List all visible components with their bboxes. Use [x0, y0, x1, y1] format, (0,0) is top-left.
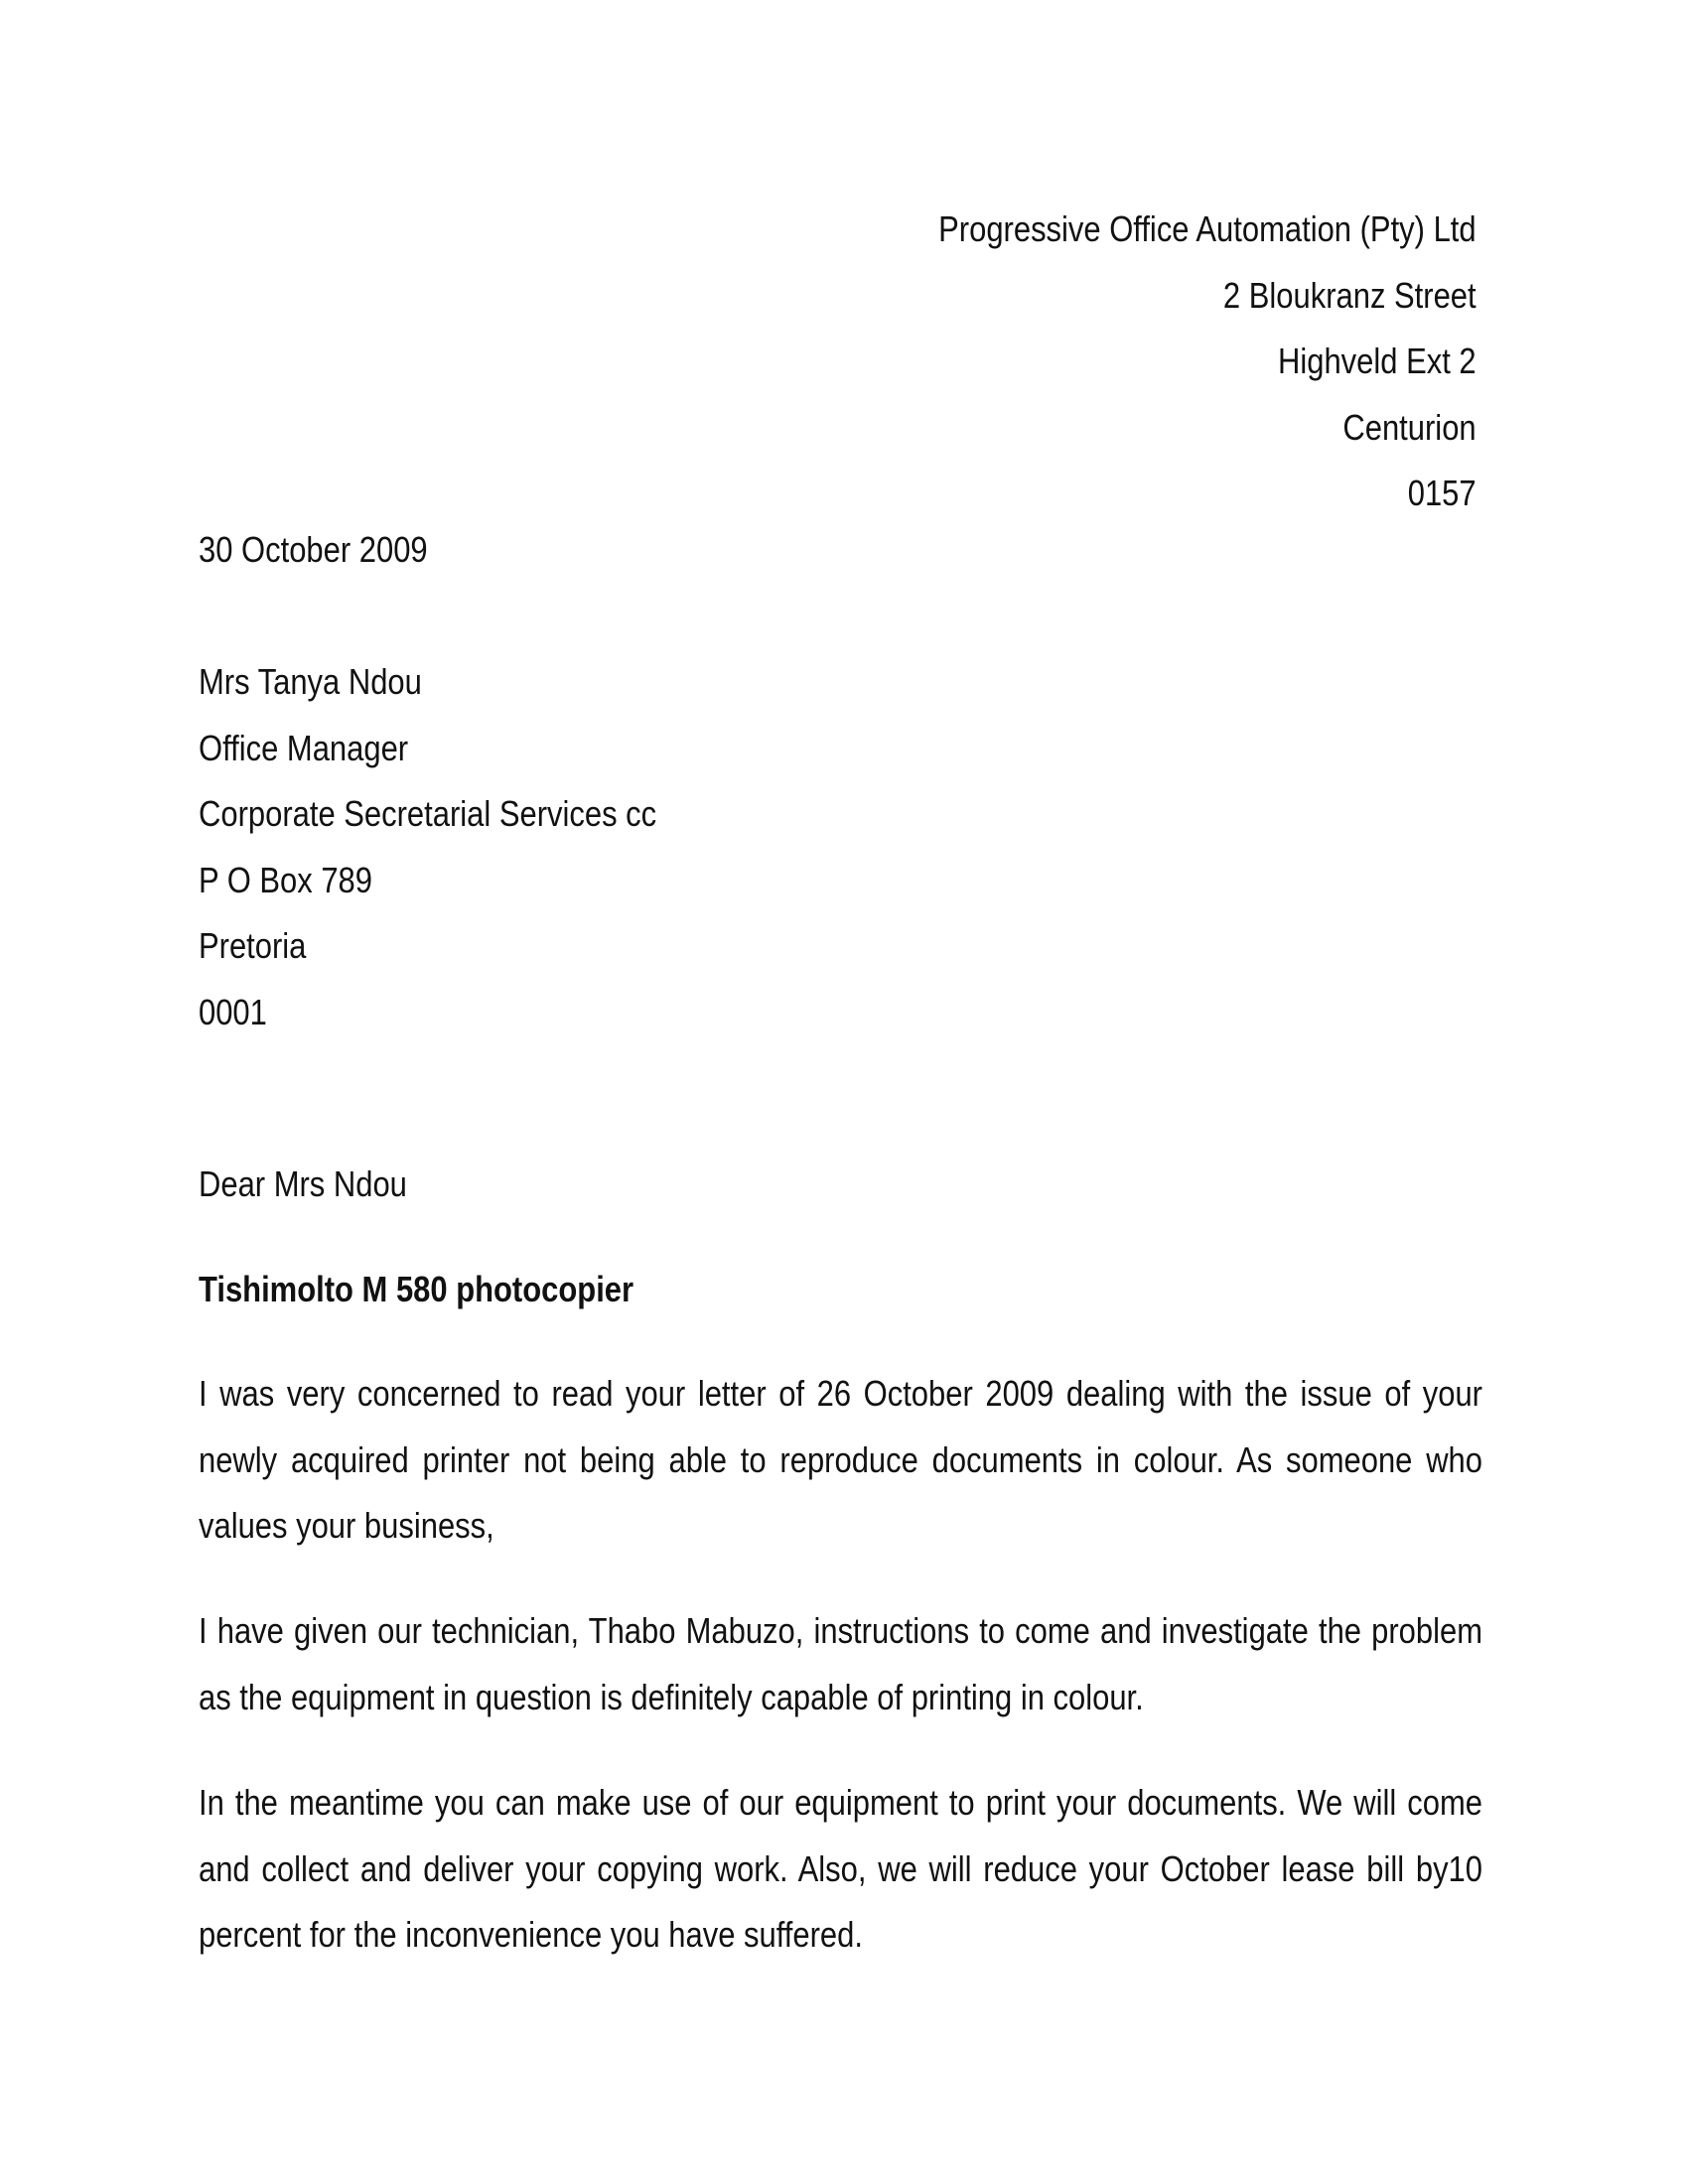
sender-company: Progressive Office Automation (Pty) Ltd: [938, 208, 1477, 249]
salutation: Dear Mrs Ndou: [199, 1163, 407, 1204]
sender-postal-code: 0157: [1408, 473, 1477, 513]
subject-line: Tishimolto M 580 photocopier: [199, 1269, 634, 1309]
recipient-city: Pretoria: [199, 925, 307, 966]
body-paragraph-2: I have given our technician, Thabo Mabuzo, instructions to come and investigate the problem as the equipment in question is definitely capable of printing in colour.: [199, 1610, 1482, 1717]
recipient-name: Mrs Tanya Ndou: [199, 661, 422, 702]
recipient-postal-code: 0001: [199, 991, 267, 1032]
sender-address: [939, 197, 1477, 527]
body-paragraph-1: I was very concerned to read your letter of 26 October 2009 dealing with the issue of your newly acquired printer not being able to reproduce documents in colour. As someone who values your business,: [199, 1373, 1482, 1546]
recipient-title: Office Manager: [199, 727, 409, 768]
recipient-company: Corporate Secretarial Services cc: [199, 793, 657, 834]
body-paragraph-3: In the meantime you can make use of our equipment to print your documents. We will come and collect and deliver your copying work. Also, we will reduce your October lease bill by10 percent for the inconvenience you have suffered.: [199, 1782, 1482, 1955]
recipient-po-box: P O Box 789: [199, 859, 372, 900]
letter-date: 30 October 2009: [199, 529, 428, 570]
sender-suburb: Highveld Ext 2: [1278, 341, 1477, 381]
sender-city: Centurion: [1342, 406, 1477, 448]
sender-street: 2 Bloukranz Street: [1223, 274, 1477, 316]
recipient-address: [199, 649, 656, 1045]
